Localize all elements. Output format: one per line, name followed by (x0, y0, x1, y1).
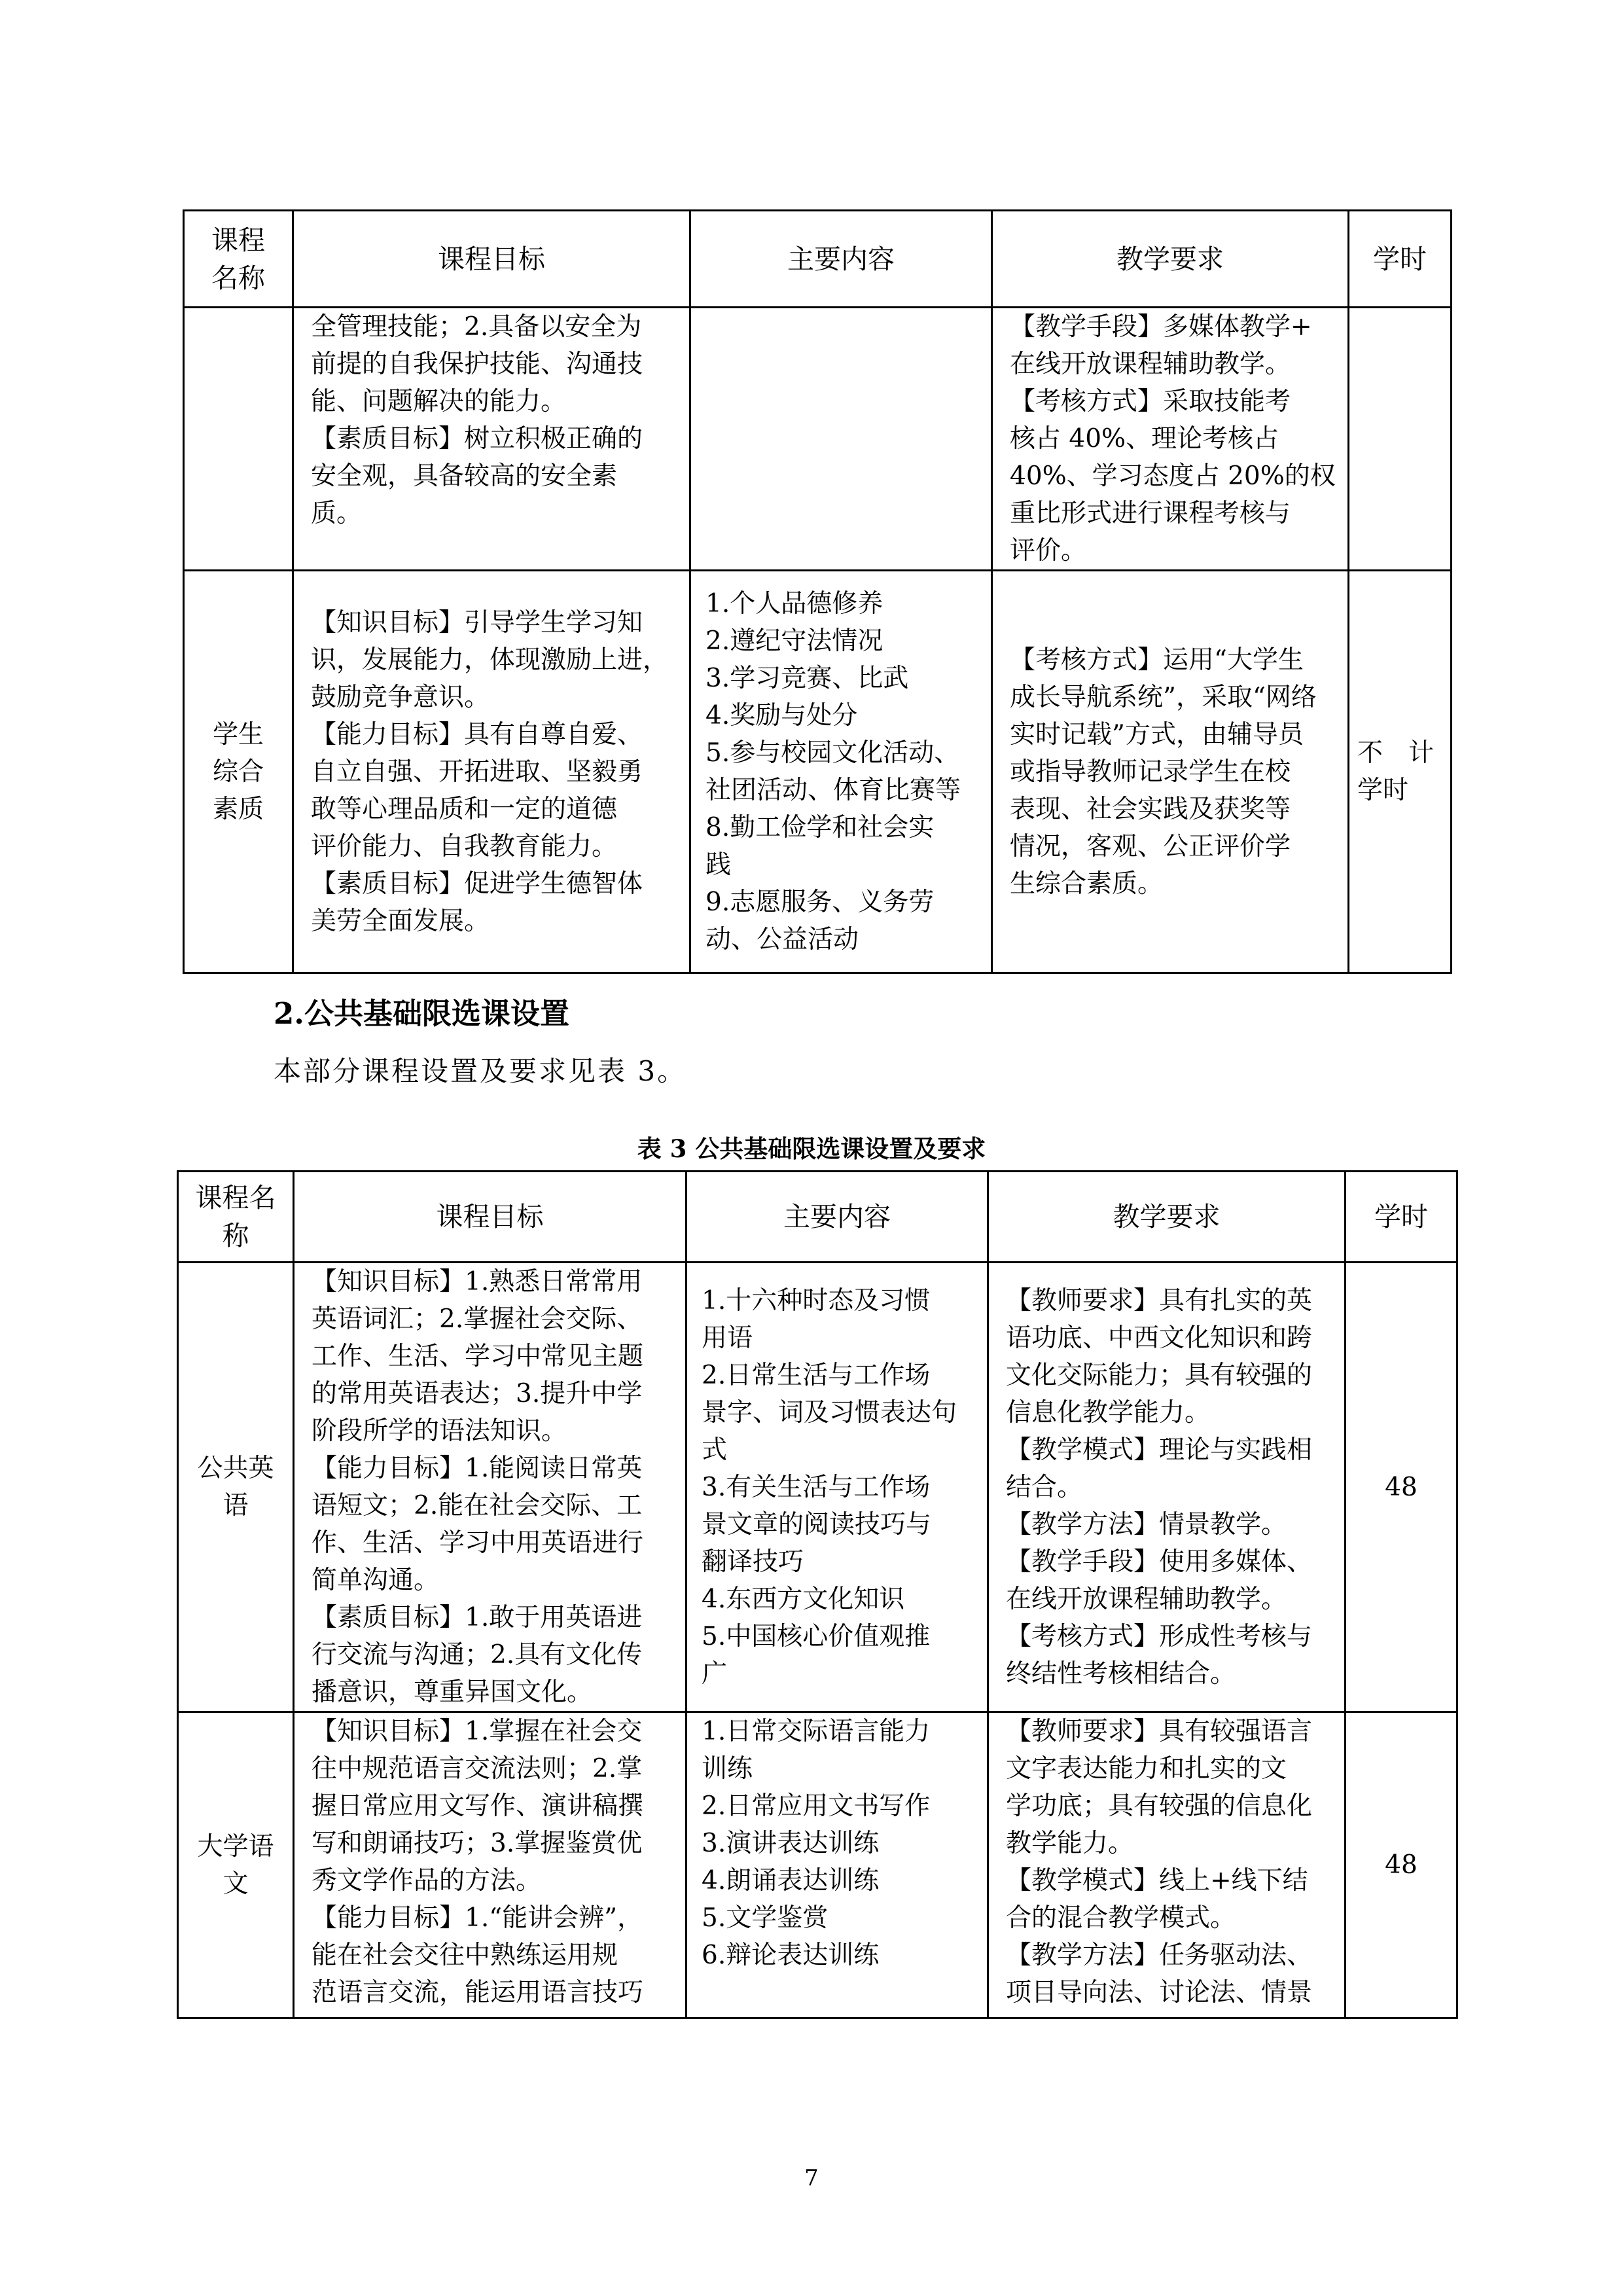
text-line: 前提的自我保护技能、沟通技 (311, 350, 643, 379)
text-line: 用语 (702, 1323, 753, 1353)
text-line: 简单沟通。 (312, 1566, 440, 1595)
course-goal-cell (294, 1712, 687, 2018)
text-line: 写和朗诵技巧；3.掌握鉴赏优 (312, 1829, 643, 1858)
header-teaching-requirements: 教学要求 (988, 1172, 1346, 1263)
table-header-row (184, 211, 1452, 308)
text-line: 行交流与沟通；2.具有文化传 (312, 1640, 643, 1670)
hours-cell (1349, 308, 1452, 571)
text-line: 文化交际能力；具有较强的 (1006, 1360, 1313, 1390)
text-line: 景文章的阅读技巧与 (702, 1509, 932, 1539)
course-name-cell: 学生 综合 素质 (184, 571, 293, 973)
text-line: 重比形式进行课程考核与 (1010, 499, 1291, 528)
text-line: 2.日常应用文书写作 (702, 1791, 931, 1821)
text-line: 能在社会交往中熟练运用规 (312, 1941, 618, 1970)
hours-cell: 48 (1346, 1712, 1457, 2018)
text-line: 教学能力。 (1006, 1829, 1134, 1858)
text-line: 【教学方法】任务驱动法、 (1006, 1941, 1313, 1970)
text-line: 信息化教学能力。 (1006, 1397, 1211, 1427)
text-line: 能、问题解决的能力。 (311, 387, 567, 416)
section-body-text: 本部分课程设置及要求见表 3。 (274, 1055, 687, 1087)
course-goal-cell (293, 571, 690, 973)
teaching-requirements-cell (988, 1263, 1346, 1712)
text-line: 【教学方法】情景教学。 (1006, 1509, 1287, 1539)
course-table-3 (177, 1170, 1458, 2019)
course-name-cell: 公共英 语 (178, 1263, 294, 1712)
text-line: 【能力目标】具有自尊自爱、 (311, 719, 643, 749)
table-row (178, 1712, 1457, 2018)
text-line: 2.日常生活与工作场 (702, 1360, 931, 1390)
text-line: 【素质目标】1.敢于用英语进 (312, 1603, 643, 1632)
text-line: 【能力目标】1.“能讲会辨”， (312, 1903, 643, 1933)
header-hours: 学时 (1349, 211, 1452, 308)
table-row (184, 571, 1452, 973)
text-line: 质。 (311, 499, 363, 528)
text-line: 自立自强、开拓进取、坚毅勇 (311, 757, 643, 787)
course-name-cell (184, 308, 293, 571)
text-line: 终结性考核相结合。 (1006, 1659, 1236, 1689)
text-line: 5.参与校园文化活动、 (705, 738, 960, 768)
text-line: 美劳全面发展。 (311, 906, 490, 936)
text-line: 【教学手段】使用多媒体、 (1006, 1547, 1313, 1577)
text-line: 【考核方式】形成性考核与 (1006, 1621, 1313, 1651)
text-line: 作、生活、学习中用英语进行 (312, 1528, 644, 1558)
teaching-requirements-cell (992, 571, 1349, 973)
header-hours: 学时 (1346, 1172, 1457, 1263)
section-heading: 2.公共基础限选课设置 (274, 996, 569, 1031)
text-line: 【教师要求】具有较强语言 (1006, 1717, 1313, 1746)
text-line: 英语词汇；2.掌握社会交际、 (312, 1304, 643, 1334)
header-course-goal: 课程目标 (293, 211, 690, 308)
header-course-name: 课程名 称 (178, 1172, 294, 1263)
text-line: 或指导教师记录学生在校 (1010, 757, 1291, 787)
text-line: 训练 (702, 1754, 753, 1784)
text-line: 1.个人品德修养 (705, 589, 883, 619)
text-line: 在线开放课程辅助教学。 (1006, 1584, 1287, 1614)
header-main-content: 主要内容 (687, 1172, 988, 1263)
text-line: 【教学模式】理论与实践相 (1006, 1435, 1313, 1465)
header-teaching-requirements: 教学要求 (992, 211, 1349, 308)
text-line: 实时记载”方式，由辅导员 (1010, 719, 1304, 749)
text-line: 语短文；2.能在社会交际、工 (312, 1491, 643, 1520)
text-line: 语功底、中西文化知识和跨 (1006, 1323, 1313, 1353)
hours-cell: 不 计 学时 (1349, 571, 1452, 973)
text-line: 社团活动、体育比赛等 (705, 776, 961, 805)
text-line: 【教师要求】具有扎实的英 (1006, 1285, 1313, 1316)
text-line: 范语言交流，能运用语言技巧 (312, 1978, 644, 2007)
text-line: 翻译技巧 (702, 1547, 804, 1577)
text-line: 景字、词及习惯表达句 (702, 1397, 957, 1427)
main-content-cell (687, 1712, 988, 2018)
table-row (184, 308, 1452, 571)
text-line: 工作、生活、学习中常见主题 (312, 1342, 644, 1371)
text-line: 成长导航系统”，采取“网络 (1010, 682, 1317, 712)
table-caption: 表 3 公共基础限选课设置及要求 (637, 1134, 986, 1163)
text-line: 秀文学作品的方法。 (312, 1866, 542, 1895)
text-line: 5.中国核心价值观推 (702, 1621, 931, 1651)
table-row (178, 1263, 1457, 1712)
text-line: 5.文学鉴赏 (702, 1903, 829, 1933)
text-line: 9.志愿服务、义务劳 (705, 888, 935, 917)
text-line: 4.朗诵表达训练 (702, 1866, 880, 1895)
text-line: 识，发展能力，体现激励上进， (311, 645, 669, 675)
text-line: 表现、社会实践及获奖等 (1010, 794, 1291, 824)
text-line: 项目导向法、讨论法、情景 (1006, 1978, 1313, 2007)
text-line: 核占 40%、理论考核占 (1010, 424, 1279, 454)
text-line: 【考核方式】运用“大学生 (1010, 645, 1304, 675)
text-line: 8.勤工俭学和社会实 (705, 813, 935, 842)
header-main-content: 主要内容 (690, 211, 992, 308)
text-line: 4.东西方文化知识 (702, 1584, 905, 1614)
text-line: 式 (702, 1435, 728, 1465)
text-line: 敢等心理品质和一定的道德 (311, 794, 618, 824)
text-line: 40%、学习态度占 20%的权 (1010, 461, 1336, 491)
text-line: 握日常应用文写作、演讲稿撰 (312, 1791, 644, 1821)
text-line: 安全观，具备较高的安全素 (311, 461, 618, 491)
text-line: 评价。 (1010, 536, 1087, 565)
text-line: 2.遵纪守法情况 (705, 626, 883, 656)
text-line: 【知识目标】1.掌握在社会交 (312, 1717, 643, 1746)
text-line: 阶段所学的语法知识。 (312, 1416, 567, 1446)
text-line: 动、公益活动 (705, 925, 859, 954)
main-content-cell (690, 308, 992, 571)
text-line: 广 (702, 1659, 728, 1689)
text-line: 3.有关生活与工作场 (702, 1472, 931, 1502)
teaching-requirements-cell (988, 1712, 1346, 2018)
text-line: 学功底；具有较强的信息化 (1006, 1791, 1313, 1821)
text-line: 【知识目标】引导学生学习知 (311, 607, 643, 637)
header-course-goal: 课程目标 (294, 1172, 687, 1263)
text-line: 往中规范语言交流法则；2.掌 (312, 1754, 643, 1784)
text-line: 6.辩论表达训练 (702, 1941, 880, 1970)
header-course-name: 课程 名称 (184, 211, 293, 308)
text-line: 4.奖励与处分 (705, 701, 858, 730)
text-line: 评价能力、自我教育能力。 (311, 831, 618, 861)
teaching-requirements-cell (992, 308, 1349, 571)
text-line: 生综合素质。 (1010, 869, 1164, 899)
text-line: 的常用英语表达；3.提升中学 (312, 1379, 643, 1408)
text-line: 结合。 (1006, 1472, 1083, 1502)
text-line: 【素质目标】促进学生德智体 (311, 869, 643, 899)
text-line: 【考核方式】采取技能考 (1010, 387, 1291, 416)
text-line: 文字表达能力和扎实的文 (1006, 1754, 1287, 1784)
text-line: 1.十六种时态及习惯 (702, 1285, 931, 1316)
text-line: 【素质目标】树立积极正确的 (311, 424, 643, 454)
text-line: 践 (705, 850, 732, 880)
course-goal-cell (294, 1263, 687, 1712)
hours-cell: 48 (1346, 1263, 1457, 1712)
course-table-continued (183, 209, 1452, 974)
course-goal-cell (293, 308, 690, 571)
table-header-row (178, 1172, 1457, 1263)
text-line: 3.演讲表达训练 (702, 1829, 880, 1858)
text-line: 【知识目标】1.熟悉日常常用 (312, 1267, 643, 1297)
text-line: 【教学手段】多媒体教学+ (1010, 312, 1312, 342)
page-number: 7 (804, 2165, 819, 2191)
text-line: 全管理技能；2.具备以安全为 (311, 312, 642, 342)
main-content-cell (690, 571, 992, 973)
text-line: 鼓励竞争意识。 (311, 682, 490, 712)
course-name-cell: 大学语 文 (178, 1712, 294, 2018)
text-line: 3.学习竞赛、比武 (705, 664, 909, 693)
text-line: 【能力目标】1.能阅读日常英 (312, 1454, 643, 1483)
text-line: 在线开放课程辅助教学。 (1010, 350, 1291, 379)
text-line: 情况，客观、公正评价学 (1010, 831, 1291, 861)
text-line: 合的混合教学模式。 (1006, 1903, 1236, 1933)
text-line: 1.日常交际语言能力 (702, 1717, 931, 1746)
text-line: 【教学模式】线上+线下结 (1006, 1866, 1308, 1895)
main-content-cell (687, 1263, 988, 1712)
text-line: 播意识，尊重异国文化。 (312, 1677, 593, 1707)
